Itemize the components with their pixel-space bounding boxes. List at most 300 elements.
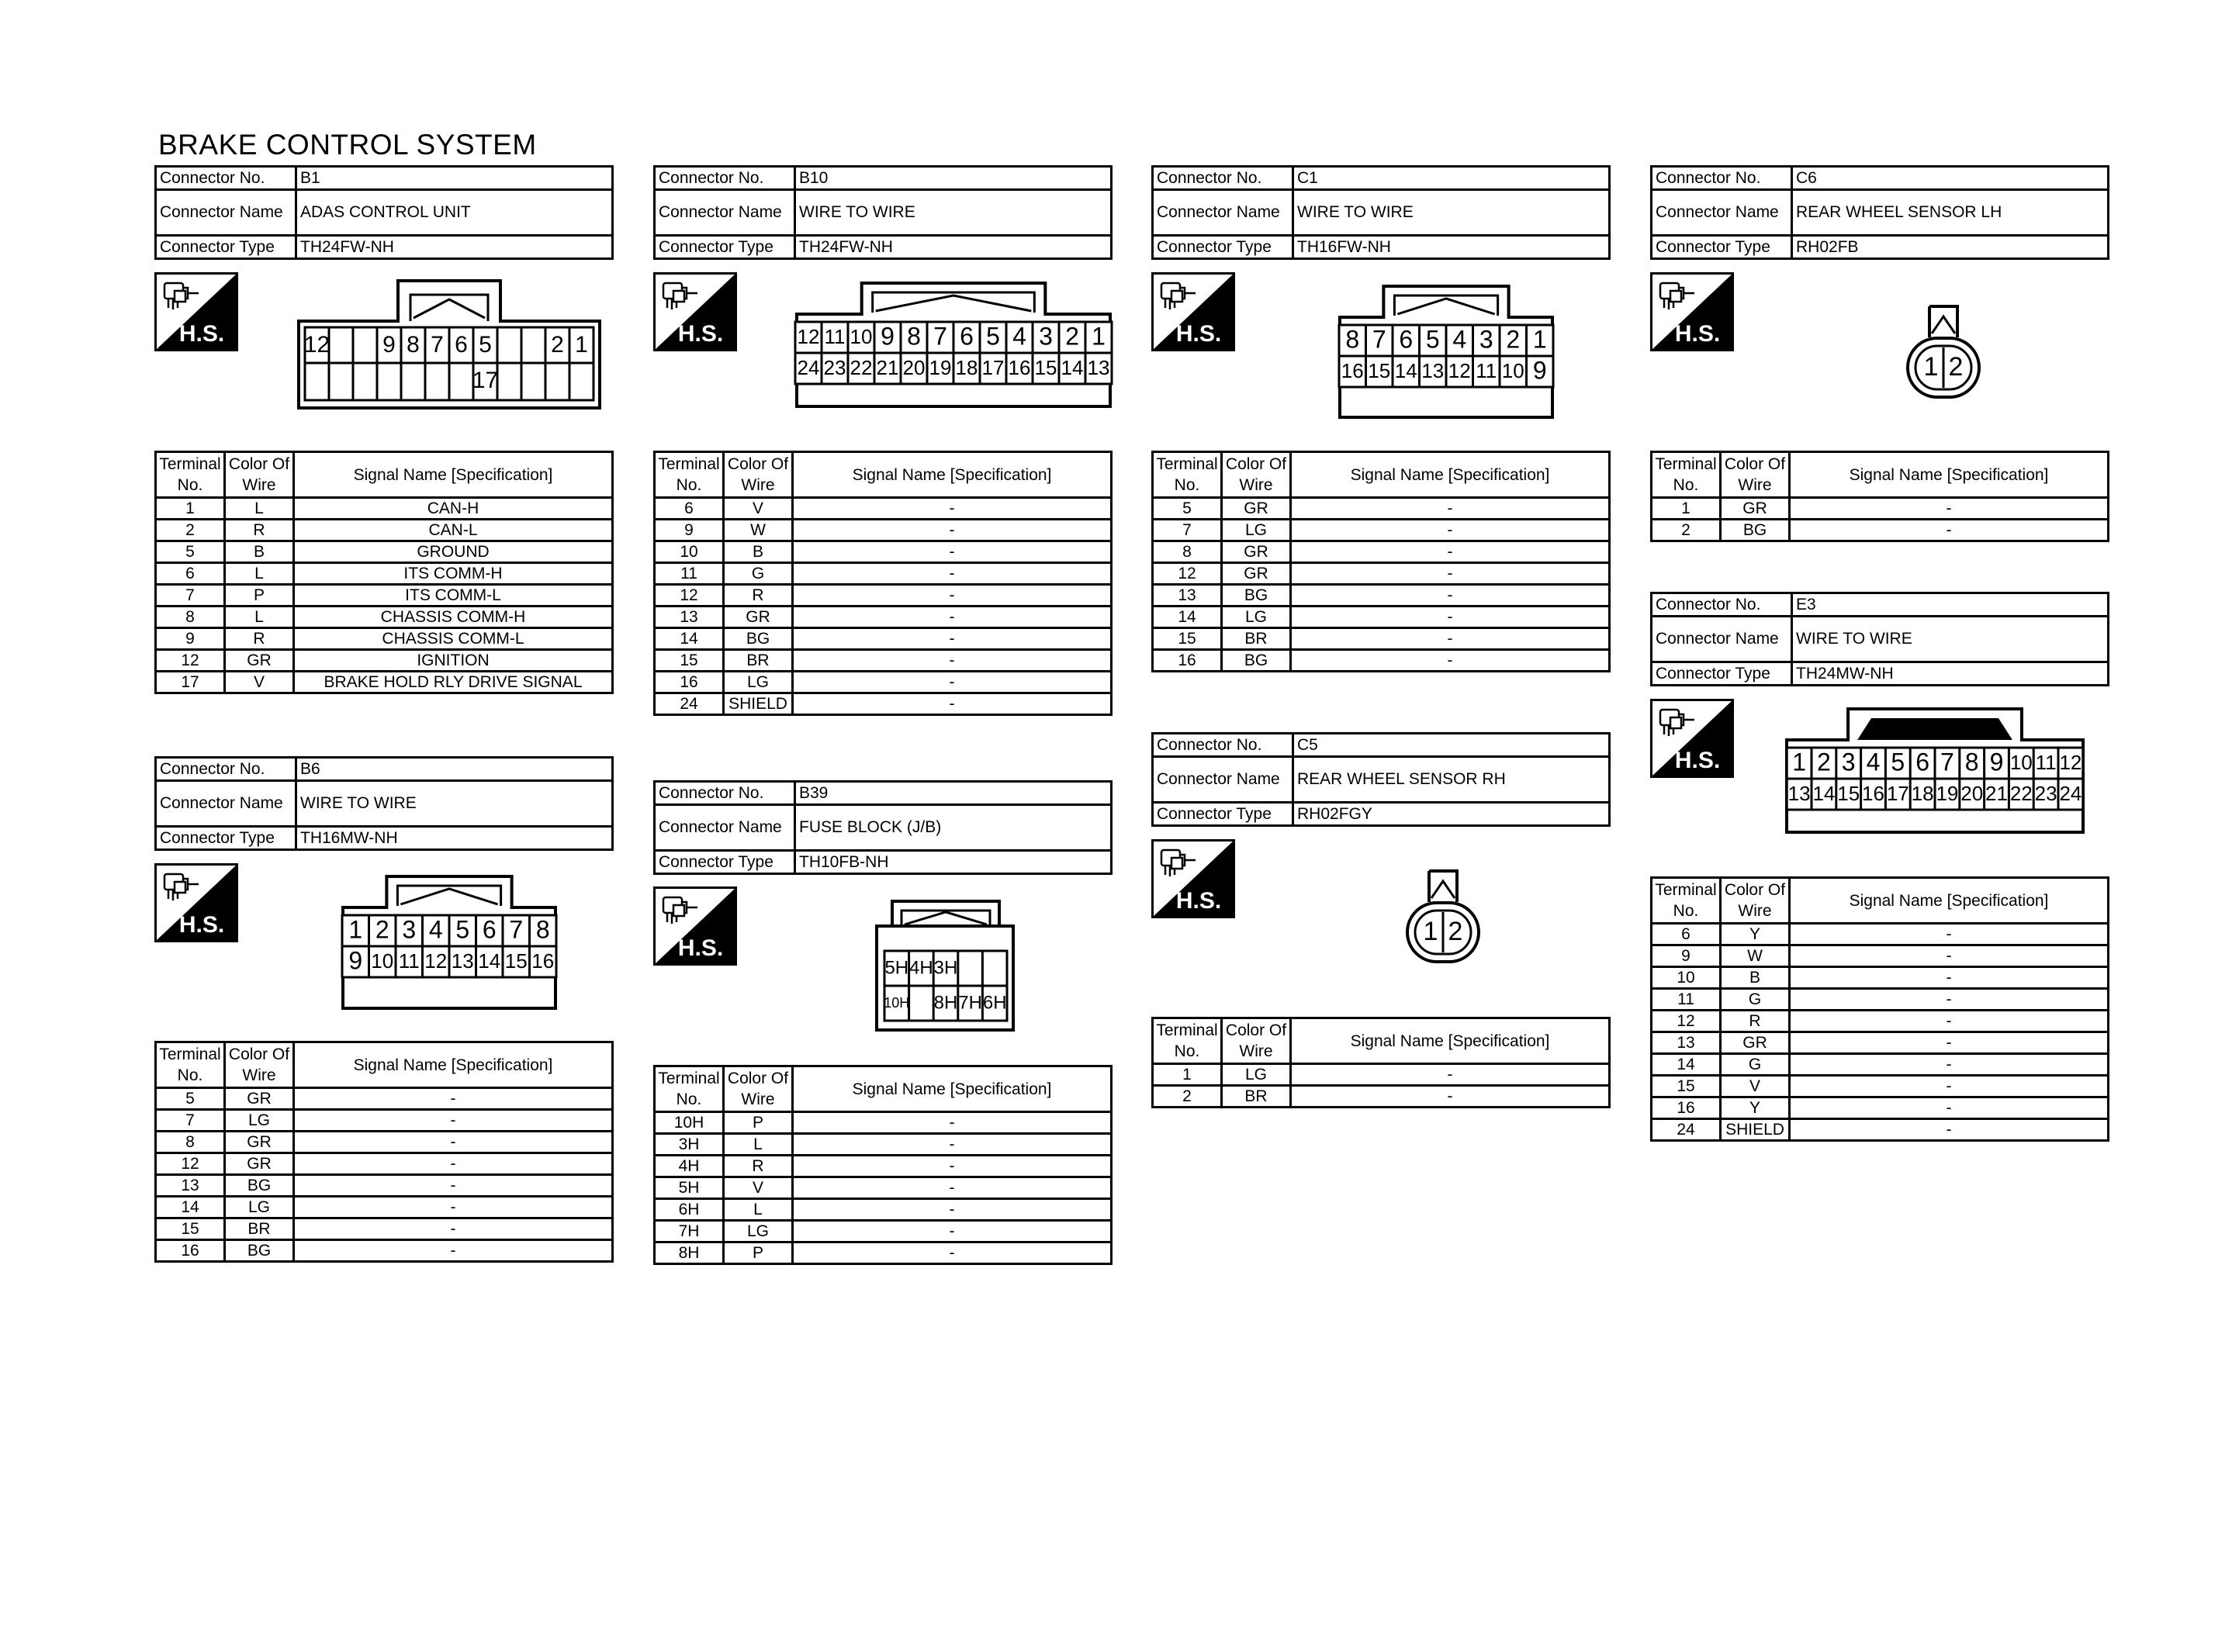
table-row xyxy=(655,672,1112,693)
pin-label: 8 xyxy=(535,915,550,944)
signal-name-header: Signal Name [Specification] xyxy=(793,1066,1112,1112)
wire-color: W xyxy=(1721,945,1790,967)
pin-label: 7 xyxy=(431,331,444,358)
pin-label: 15 xyxy=(1034,355,1057,379)
pin-label: 16 xyxy=(531,949,555,973)
terminal-no: 1 xyxy=(156,498,225,520)
wire-color: GR xyxy=(1222,541,1291,563)
table-row xyxy=(1652,1054,2109,1076)
pin-label: 18 xyxy=(1911,781,1934,805)
connector-no-value: B10 xyxy=(795,167,1112,190)
signal-name: CAN-H xyxy=(294,498,613,520)
signal-name: - xyxy=(793,520,1112,541)
terminal-no: 10 xyxy=(655,541,724,563)
pin-label: 5 xyxy=(1891,748,1905,776)
terminal-no: 1 xyxy=(1652,498,1721,520)
wire-color: BG xyxy=(1222,650,1291,672)
signal-name: CHASSIS COMM-H xyxy=(294,607,613,628)
connector-type-label: Connector Type xyxy=(1153,236,1293,259)
wire-color: BR xyxy=(1222,1086,1291,1108)
signal-name: CHASSIS COMM-L xyxy=(294,628,613,650)
pin-label: 24 xyxy=(797,355,820,379)
wire-color: BG xyxy=(724,628,793,650)
connector-name-label: Connector Name xyxy=(1153,757,1293,803)
table-row xyxy=(655,541,1112,563)
wire-color: Y xyxy=(1721,924,1790,945)
table-row xyxy=(1652,1076,2109,1097)
wire-color: BG xyxy=(225,1175,294,1197)
harness-side-icon xyxy=(154,863,238,942)
pin-label: 7 xyxy=(1372,325,1386,354)
hs-badge-label: H.S. xyxy=(1674,321,1721,347)
pin-label: 13 xyxy=(451,949,474,973)
pin-label: 21 xyxy=(1985,781,2008,805)
signal-name-header: Signal Name [Specification] xyxy=(1790,452,2109,498)
wire-color-header: Color Of Wire xyxy=(225,452,294,498)
signal-name: - xyxy=(1291,541,1610,563)
connector-face-b39 xyxy=(875,900,1015,1032)
signal-name: - xyxy=(1291,1064,1610,1086)
pin-label: 9 xyxy=(1989,748,2004,776)
connector-face-c5 xyxy=(1404,869,1482,969)
pin-label: 14 xyxy=(1061,355,1084,379)
pin-label: 16 xyxy=(1341,358,1364,382)
wire-color: BG xyxy=(1721,520,1790,541)
connector-no-label: Connector No. xyxy=(156,758,296,781)
table-row xyxy=(156,650,613,672)
connector-type-value: RH02FB xyxy=(1792,236,2109,259)
table-row xyxy=(1652,1032,2109,1054)
pin-label: 7 xyxy=(509,915,524,944)
connector-name-value: REAR WHEEL SENSOR LH xyxy=(1792,190,2109,236)
wire-color: P xyxy=(724,1242,793,1264)
pin-label: 17 xyxy=(1886,781,1909,805)
harness-side-icon xyxy=(653,272,737,351)
hs-badge-label: H.S. xyxy=(178,321,225,347)
pin-label: 6 xyxy=(960,322,974,351)
pin-label: 12 xyxy=(797,324,820,348)
pin-label: 4 xyxy=(1012,322,1026,351)
connector-no-label: Connector No. xyxy=(655,782,795,805)
table-row xyxy=(1153,563,1610,585)
pin-label: 16 xyxy=(1008,355,1031,379)
terminal-no: 6 xyxy=(156,563,225,585)
terminal-table-c6 xyxy=(1650,451,2109,542)
terminal-no: 13 xyxy=(1153,585,1222,607)
pin-label: 3 xyxy=(402,915,417,944)
table-row xyxy=(1153,607,1610,628)
wire-color: BR xyxy=(225,1218,294,1240)
terminal-table-b10 xyxy=(653,451,1113,716)
harness-side-icon xyxy=(1151,272,1235,351)
wire-color: SHIELD xyxy=(724,693,793,715)
terminal-no-header: Terminal No. xyxy=(156,452,225,498)
terminal-no: 15 xyxy=(1652,1076,1721,1097)
table-row xyxy=(156,1175,613,1197)
wire-color-header: Color Of Wire xyxy=(1721,452,1790,498)
wire-color: L xyxy=(225,498,294,520)
pin-label: 9 xyxy=(348,946,363,975)
signal-name: CAN-L xyxy=(294,520,613,541)
connector-type-label: Connector Type xyxy=(655,851,795,874)
terminal-no: 7H xyxy=(655,1221,724,1242)
terminal-no: 14 xyxy=(1153,607,1222,628)
pin-label: 4 xyxy=(1866,748,1881,776)
wire-color: GR xyxy=(225,1153,294,1175)
pin-label: 1 xyxy=(348,915,363,944)
wire-color: B xyxy=(1721,967,1790,989)
wire-color-header: Color Of Wire xyxy=(1222,1018,1291,1064)
connector-type-value: TH24FW-NH xyxy=(795,236,1112,259)
connector-type-value: TH24FW-NH xyxy=(296,236,613,259)
pin-label: 12 xyxy=(303,331,330,358)
connector-name-label: Connector Name xyxy=(1153,190,1293,236)
pin-label: 20 xyxy=(1960,781,1984,805)
table-row xyxy=(655,650,1112,672)
terminal-no: 2 xyxy=(1153,1086,1222,1108)
pin-label: 17 xyxy=(472,367,499,393)
pin-label: 3 xyxy=(1841,748,1856,776)
signal-name: - xyxy=(294,1175,613,1197)
terminal-no-header: Terminal No. xyxy=(655,452,724,498)
pin-label: 22 xyxy=(850,355,873,379)
connector-no-value: C1 xyxy=(1293,167,1610,190)
terminal-no: 14 xyxy=(1652,1054,1721,1076)
connector-type-label: Connector Type xyxy=(156,236,296,259)
table-row xyxy=(156,541,613,563)
signal-name-header: Signal Name [Specification] xyxy=(294,452,613,498)
table-row xyxy=(156,563,613,585)
pin-label: 4 xyxy=(1452,325,1467,354)
table-row xyxy=(156,1110,613,1132)
connector-no-value: B6 xyxy=(296,758,613,781)
harness-side-icon xyxy=(1650,699,1734,778)
pin-label: 11 xyxy=(398,949,420,973)
pin-label: 6 xyxy=(1399,325,1414,354)
pin-label: 15 xyxy=(504,949,528,973)
hs-badge-label: H.S. xyxy=(677,321,724,347)
wire-color: GR xyxy=(1721,1032,1790,1054)
table-row xyxy=(1652,498,2109,520)
terminal-no: 5 xyxy=(156,1088,225,1110)
pin-label: 1 xyxy=(575,331,588,358)
wire-color: GR xyxy=(1222,563,1291,585)
pin-label: 16 xyxy=(1862,781,1884,805)
connector-no-label: Connector No. xyxy=(1652,167,1792,190)
pin-label: 6 xyxy=(1915,748,1929,776)
wire-color: Y xyxy=(1721,1097,1790,1119)
terminal-no: 13 xyxy=(1652,1032,1721,1054)
wire-color: R xyxy=(225,520,294,541)
terminal-no: 5H xyxy=(655,1177,724,1199)
connector-no-value: B1 xyxy=(296,167,613,190)
pin-label: 10 xyxy=(2009,750,2033,774)
wire-color: LG xyxy=(1222,607,1291,628)
connector-face-c1 xyxy=(1338,285,1554,419)
connector-type-value: TH16MW-NH xyxy=(296,827,613,850)
pin-label: 6 xyxy=(455,331,468,358)
table-row xyxy=(1652,1119,2109,1141)
terminal-table-c5 xyxy=(1151,1017,1611,1108)
signal-name: ITS COMM-L xyxy=(294,585,613,607)
signal-name: - xyxy=(1291,628,1610,650)
wire-color: GR xyxy=(225,650,294,672)
terminal-no: 9 xyxy=(1652,945,1721,967)
signal-name: - xyxy=(294,1197,613,1218)
signal-name: - xyxy=(793,672,1112,693)
connector-header-c5 xyxy=(1151,732,1611,827)
wire-color: L xyxy=(724,1134,793,1156)
pin-label: 11 xyxy=(2035,750,2057,774)
terminal-no: 3H xyxy=(655,1134,724,1156)
connector-face-b1 xyxy=(297,279,601,411)
hs-badge-label: H.S. xyxy=(1175,321,1222,347)
table-row xyxy=(156,520,613,541)
wire-color: GR xyxy=(724,607,793,628)
terminal-no: 16 xyxy=(1153,650,1222,672)
table-row xyxy=(655,1199,1112,1221)
wire-color: P xyxy=(225,585,294,607)
pin-label: 9 xyxy=(881,322,895,351)
connector-name-label: Connector Name xyxy=(655,805,795,851)
table-row xyxy=(156,672,613,693)
signal-name: - xyxy=(793,1242,1112,1264)
table-row xyxy=(655,520,1112,541)
terminal-no: 12 xyxy=(1153,563,1222,585)
pin-label: 8H xyxy=(933,992,958,1014)
pin-label: 3 xyxy=(1479,325,1493,354)
pin-label: 13 xyxy=(1421,358,1445,382)
signal-name: - xyxy=(1790,1011,2109,1032)
signal-name: - xyxy=(294,1132,613,1153)
signal-name: - xyxy=(793,498,1112,520)
connector-type-label: Connector Type xyxy=(1652,662,1792,686)
hs-badge-label: H.S. xyxy=(1674,748,1721,773)
terminal-no: 12 xyxy=(156,1153,225,1175)
terminal-no: 7 xyxy=(156,585,225,607)
terminal-no: 2 xyxy=(1652,520,1721,541)
terminal-no: 12 xyxy=(156,650,225,672)
wire-color: L xyxy=(225,607,294,628)
terminal-no: 16 xyxy=(1652,1097,1721,1119)
signal-name: - xyxy=(294,1088,613,1110)
pin-label: 15 xyxy=(1837,781,1860,805)
table-row xyxy=(156,1218,613,1240)
signal-name: - xyxy=(1790,1032,2109,1054)
pin-label: 2 xyxy=(1065,322,1079,351)
hs-badge-label: H.S. xyxy=(178,912,225,938)
table-row xyxy=(655,1134,1112,1156)
pin-label: 4 xyxy=(428,915,443,944)
terminal-no: 10 xyxy=(1652,967,1721,989)
table-row xyxy=(156,607,613,628)
connector-header-b6 xyxy=(154,756,614,851)
signal-name: - xyxy=(1790,924,2109,945)
signal-name-header: Signal Name [Specification] xyxy=(1291,1018,1610,1064)
signal-name-header: Signal Name [Specification] xyxy=(793,452,1112,498)
wire-color: L xyxy=(225,563,294,585)
terminal-no-header: Terminal No. xyxy=(1652,878,1721,924)
connector-type-value: TH16FW-NH xyxy=(1293,236,1610,259)
terminal-no: 8H xyxy=(655,1242,724,1264)
connector-name-label: Connector Name xyxy=(156,190,296,236)
connector-type-value: TH24MW-NH xyxy=(1792,662,2109,686)
table-row xyxy=(156,1153,613,1175)
wire-color: B xyxy=(225,541,294,563)
pin-label: 11 xyxy=(1476,358,1497,382)
table-row xyxy=(655,1112,1112,1134)
signal-name: - xyxy=(793,607,1112,628)
pin-label: 17 xyxy=(981,355,1005,379)
table-row xyxy=(1652,1097,2109,1119)
wire-color: LG xyxy=(724,672,793,693)
table-row xyxy=(655,1221,1112,1242)
hs-badge-label: H.S. xyxy=(677,935,724,961)
connector-name-value: WIRE TO WIRE xyxy=(1792,617,2109,662)
pin-label: 14 xyxy=(478,949,501,973)
pin-label: 7H xyxy=(958,992,982,1014)
table-row xyxy=(1153,650,1610,672)
terminal-table-b1 xyxy=(154,451,614,694)
pin-label: 5 xyxy=(455,915,470,944)
wire-color: BR xyxy=(724,650,793,672)
terminal-no: 11 xyxy=(1652,989,1721,1011)
wire-color: B xyxy=(724,541,793,563)
wire-color: GR xyxy=(1222,498,1291,520)
pin-label: 10 xyxy=(850,324,873,348)
terminal-no: 24 xyxy=(1652,1119,1721,1141)
signal-name: - xyxy=(793,1177,1112,1199)
signal-name: - xyxy=(793,650,1112,672)
wire-color: R xyxy=(1721,1011,1790,1032)
signal-name: - xyxy=(793,1199,1112,1221)
pin-label: 3 xyxy=(1039,322,1053,351)
table-row xyxy=(655,1156,1112,1177)
terminal-no: 14 xyxy=(655,628,724,650)
terminal-no: 9 xyxy=(655,520,724,541)
wire-color: LG xyxy=(1222,1064,1291,1086)
wire-color-header: Color Of Wire xyxy=(724,452,793,498)
table-row xyxy=(655,585,1112,607)
connector-type-label: Connector Type xyxy=(655,236,795,259)
connector-name-label: Connector Name xyxy=(1652,617,1792,662)
table-row xyxy=(1652,520,2109,541)
connector-no-label: Connector No. xyxy=(1652,593,1792,617)
connector-header-b1 xyxy=(154,165,614,260)
wire-color: W xyxy=(724,520,793,541)
signal-name-header: Signal Name [Specification] xyxy=(1291,452,1610,498)
pin-label: 12 xyxy=(2059,750,2082,774)
connector-name-label: Connector Name xyxy=(156,781,296,827)
terminal-no: 4H xyxy=(655,1156,724,1177)
terminal-no-header: Terminal No. xyxy=(1153,1018,1222,1064)
terminal-table-e3 xyxy=(1650,876,2109,1142)
terminal-no: 16 xyxy=(655,672,724,693)
wire-color: V xyxy=(724,1177,793,1199)
pin-label: 1 xyxy=(1792,748,1806,776)
pin-label: 18 xyxy=(955,355,978,379)
terminal-no-header: Terminal No. xyxy=(655,1066,724,1112)
connector-name-label: Connector Name xyxy=(1652,190,1792,236)
harness-side-icon xyxy=(1151,839,1235,918)
pin-label: 10 xyxy=(371,949,394,973)
pin-label: 5 xyxy=(986,322,1000,351)
signal-name: - xyxy=(1790,1076,2109,1097)
wire-color: GR xyxy=(1721,498,1790,520)
terminal-no: 5 xyxy=(156,541,225,563)
table-row xyxy=(1652,967,2109,989)
pin-label: 14 xyxy=(1394,358,1417,382)
wire-color-header: Color Of Wire xyxy=(225,1042,294,1088)
connector-name-value: ADAS CONTROL UNIT xyxy=(296,190,613,236)
signal-name: - xyxy=(793,1156,1112,1177)
pin-label: 5 xyxy=(1425,325,1440,354)
terminal-no: 15 xyxy=(655,650,724,672)
connector-header-b10 xyxy=(653,165,1113,260)
connector-no-value: C6 xyxy=(1792,167,2109,190)
connector-header-c1 xyxy=(1151,165,1611,260)
connector-no-label: Connector No. xyxy=(1153,734,1293,757)
wire-color: L xyxy=(724,1199,793,1221)
wire-color-header: Color Of Wire xyxy=(1721,878,1790,924)
connector-no-value: E3 xyxy=(1792,593,2109,617)
table-row xyxy=(156,628,613,650)
pin-label: 23 xyxy=(823,355,846,379)
terminal-table-c1 xyxy=(1151,451,1611,672)
signal-name: - xyxy=(793,585,1112,607)
terminal-no: 1 xyxy=(1153,1064,1222,1086)
terminal-no: 11 xyxy=(655,563,724,585)
pin-label: 3H xyxy=(933,957,958,979)
connector-type-value: RH02FGY xyxy=(1293,803,1610,826)
connector-name-value: WIRE TO WIRE xyxy=(296,781,613,827)
signal-name-header: Signal Name [Specification] xyxy=(1790,878,2109,924)
connector-type-label: Connector Type xyxy=(1153,803,1293,826)
table-row xyxy=(1153,520,1610,541)
connector-no-value: B39 xyxy=(795,782,1112,805)
signal-name: - xyxy=(1291,520,1610,541)
pin-label: 14 xyxy=(1812,781,1836,805)
terminal-no: 5 xyxy=(1153,498,1222,520)
connector-name-value: REAR WHEEL SENSOR RH xyxy=(1293,757,1610,803)
signal-name: - xyxy=(294,1110,613,1132)
signal-name: - xyxy=(1790,1097,2109,1119)
terminal-no: 15 xyxy=(156,1218,225,1240)
connector-no-label: Connector No. xyxy=(156,167,296,190)
pin-label: 6 xyxy=(482,915,497,944)
connector-type-label: Connector Type xyxy=(1652,236,1792,259)
wire-color: R xyxy=(225,628,294,650)
terminal-no: 6H xyxy=(655,1199,724,1221)
pin-label: 1 xyxy=(1532,325,1547,354)
wire-color: V xyxy=(225,672,294,693)
pin-label: 2 xyxy=(1948,351,1964,382)
pin-label: 7 xyxy=(1940,748,1954,776)
signal-name: - xyxy=(1291,498,1610,520)
table-row xyxy=(655,563,1112,585)
signal-name-header: Signal Name [Specification] xyxy=(294,1042,613,1088)
terminal-no: 12 xyxy=(1652,1011,1721,1032)
terminal-no: 13 xyxy=(156,1175,225,1197)
wire-color: V xyxy=(1721,1076,1790,1097)
pin-label: 12 xyxy=(424,949,448,973)
terminal-no: 16 xyxy=(156,1240,225,1262)
pin-label: 21 xyxy=(876,355,899,379)
pin-label: 23 xyxy=(2034,781,2057,805)
harness-side-icon xyxy=(1650,272,1734,351)
signal-name: - xyxy=(1291,585,1610,607)
pin-label: 24 xyxy=(2059,781,2082,805)
